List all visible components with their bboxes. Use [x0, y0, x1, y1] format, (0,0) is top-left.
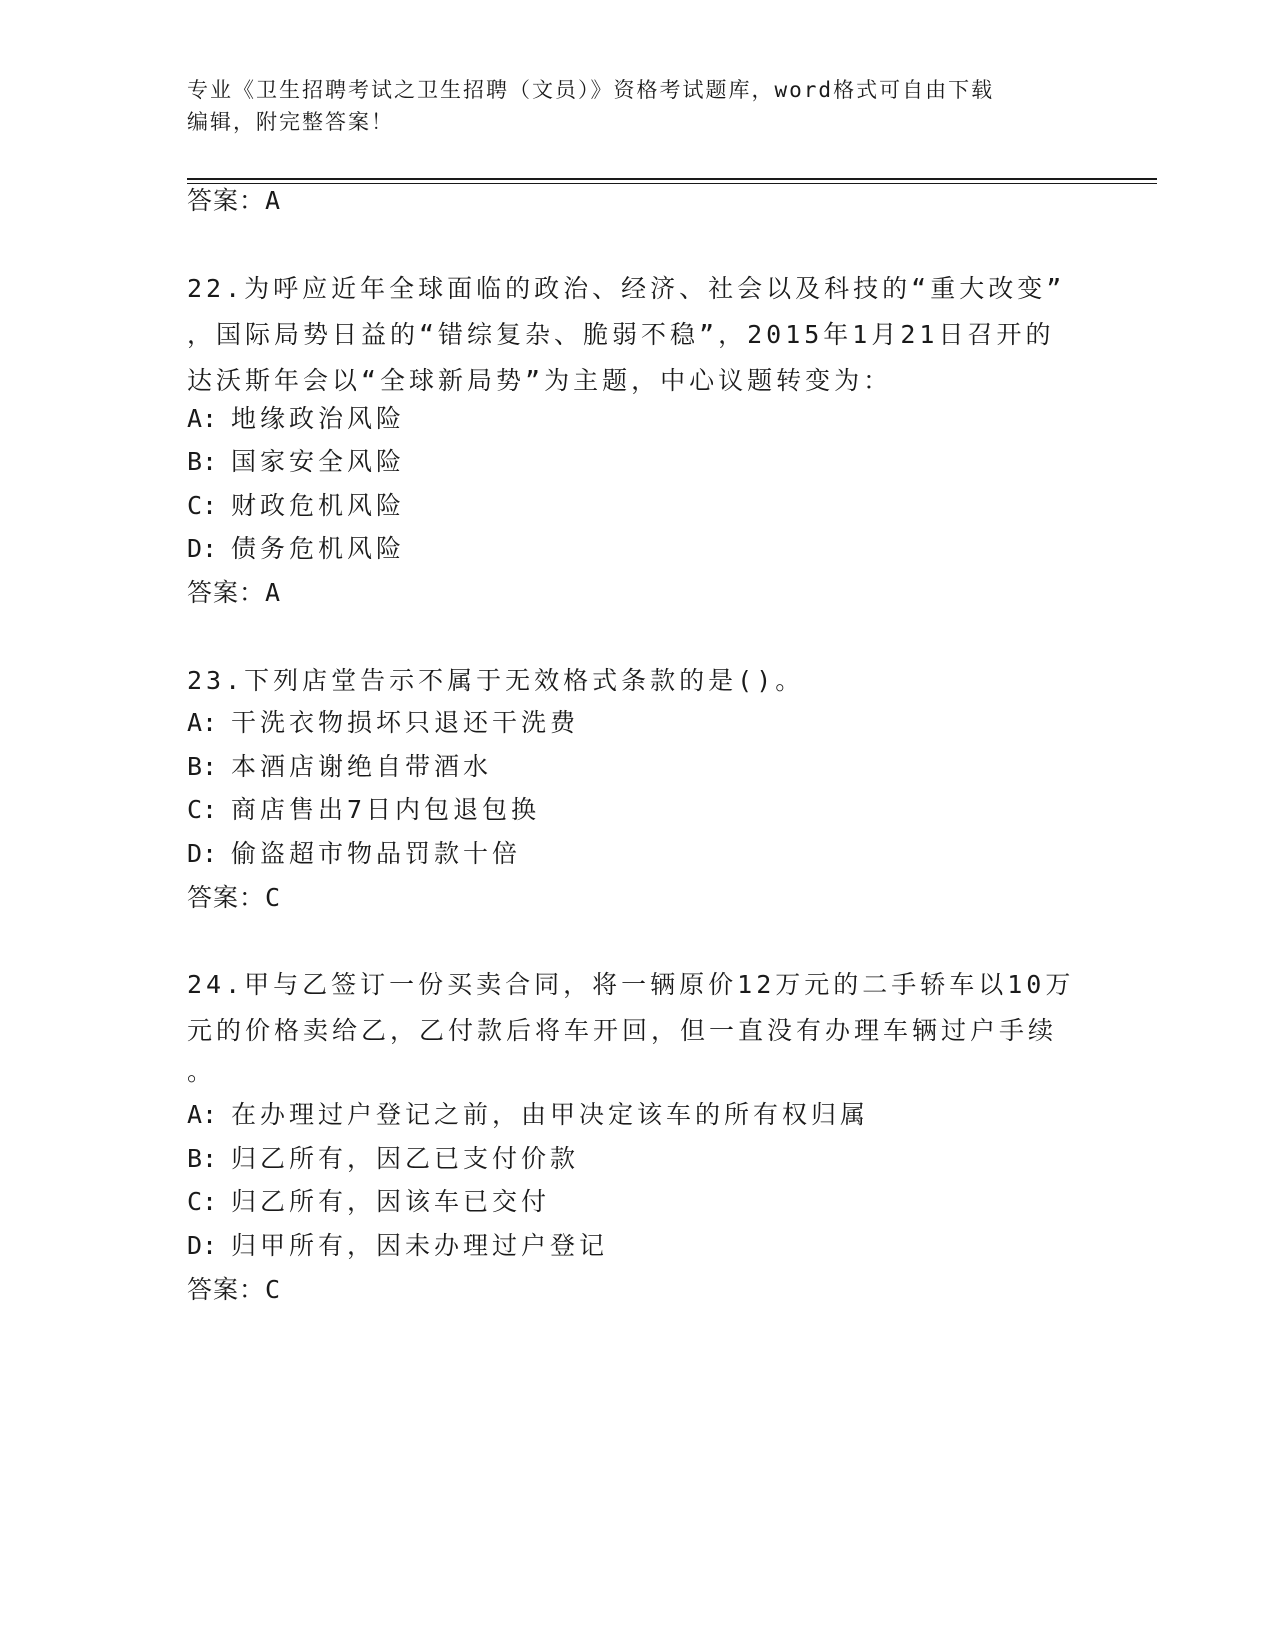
question-number: 24.	[187, 970, 245, 999]
question-24-option-b: B: 归乙所有，因乙已支付价款	[187, 1144, 580, 1173]
header-line-2: 编辑，附完整答案！	[187, 110, 394, 134]
question-23-answer	[187, 883, 281, 913]
question-23-option-d: D: 偷盗超市物品罚款十倍	[187, 839, 522, 868]
question-line: 。	[187, 1057, 217, 1086]
answer-label: 答案：	[187, 1275, 266, 1304]
header-divider-thin	[187, 183, 1157, 184]
question-22-option-a: A: 地缘政治风险	[187, 404, 406, 433]
answer-label: 答案：	[187, 186, 266, 215]
header-line-1: 专业《卫生招聘考试之卫生招聘（文员）》资格考试题库，word格式可自由下载	[187, 78, 995, 102]
question-22-text	[187, 266, 1087, 404]
question-number: 23.	[187, 666, 245, 695]
question-22-option-d: D: 债务危机风险	[187, 534, 406, 563]
question-number: 22.	[187, 274, 245, 303]
answer-value: C	[265, 1275, 282, 1304]
question-24-option-d: D: 归甲所有，因未办理过户登记	[187, 1231, 609, 1260]
header-divider-thick	[187, 178, 1157, 180]
answer-value: A	[265, 186, 282, 215]
answer-value: C	[265, 883, 282, 912]
question-24-option-c: C: 归乙所有，因该车已交付	[187, 1187, 551, 1216]
question-22-answer	[187, 578, 281, 608]
question-24-text	[187, 962, 1087, 1090]
question-24-option-a: A: 在办理过户登记之前，由甲决定该车的所有权归属	[187, 1100, 870, 1129]
question-23-option-a: A: 干洗衣物损坏只退还干洗费	[187, 708, 580, 737]
question-line: 22.为呼应近年全球面临的政治、经济、社会以及科技的“重大改变”	[187, 274, 1066, 303]
question-line: 元的价格卖给乙，乙付款后将车开回，但一直没有办理车辆过户手续	[187, 1016, 1058, 1045]
answer-label: 答案：	[187, 578, 266, 607]
question-line: 达沃斯年会以“全球新局势”为主题，中心议题转变为：	[187, 366, 893, 395]
question-23-option-c: C: 商店售出7日内包退包换	[187, 795, 541, 824]
prev-answer	[187, 186, 281, 216]
answer-label: 答案：	[187, 883, 266, 912]
document-header	[187, 74, 1087, 138]
question-23-option-b: B: 本酒店谢绝自带酒水	[187, 752, 493, 781]
answer-value: A	[265, 578, 282, 607]
question-24-answer	[187, 1275, 281, 1305]
question-22-option-c: C: 财政危机风险	[187, 491, 406, 520]
question-22-option-b: B: 国家安全风险	[187, 447, 406, 476]
question-line: 23.下列店堂告示不属于无效格式条款的是()。	[187, 666, 805, 695]
question-line: 24.甲与乙签订一份买卖合同，将一辆原价12万元的二手轿车以10万	[187, 970, 1075, 999]
question-line: ，国际局势日益的“错综复杂、脆弱不稳”，2015年1月21日召开的	[187, 320, 1055, 349]
question-23-text	[187, 658, 1087, 704]
